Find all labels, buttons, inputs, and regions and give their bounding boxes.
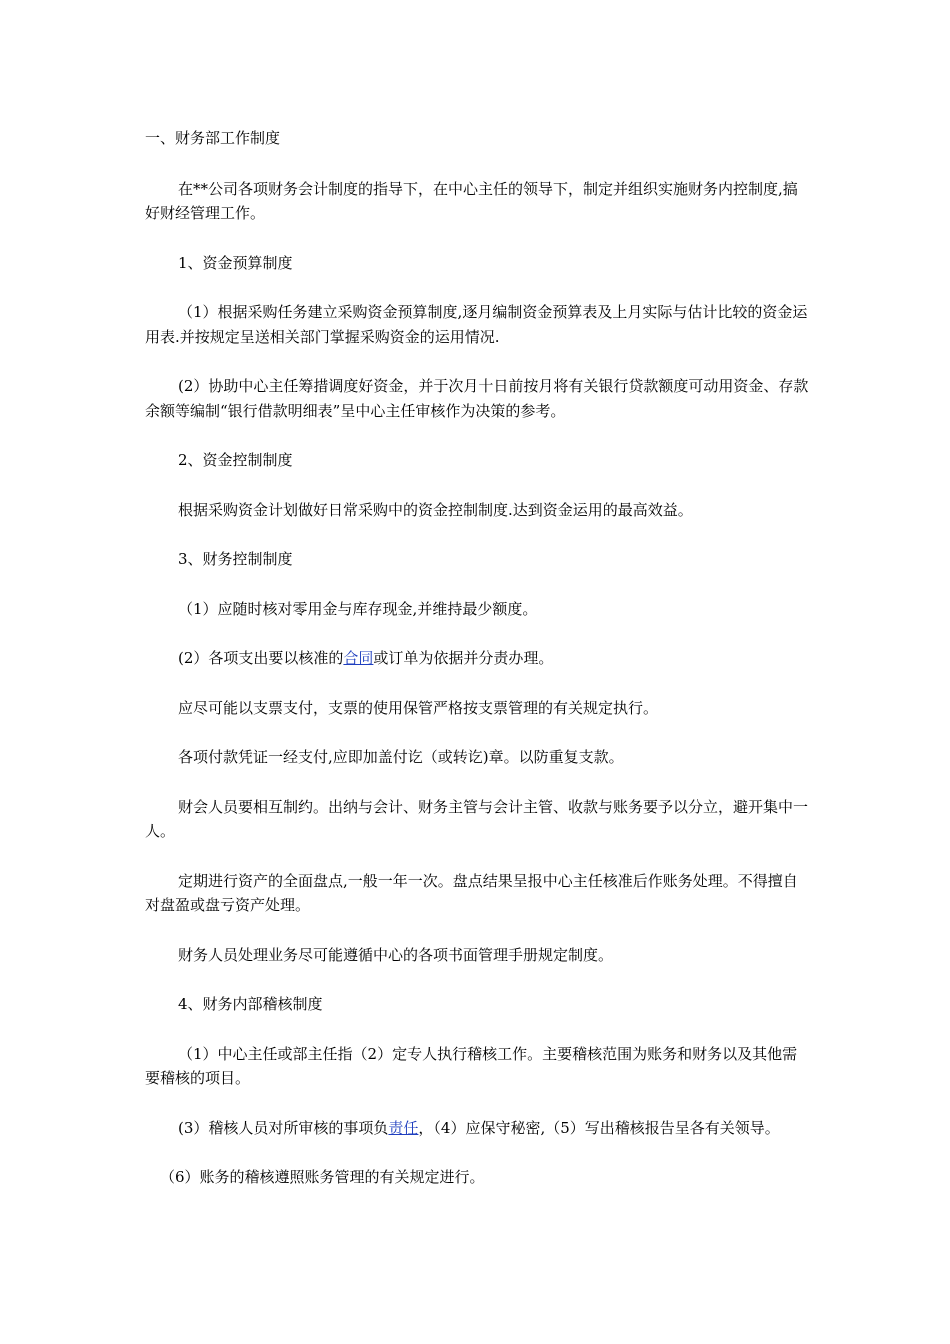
section-3-heading: 3、财务控制制度 <box>178 550 293 568</box>
section-1-heading: 1、资金预算制度 <box>178 253 293 272</box>
section-3-paragraph-4: 各项付款凭证一经支付,应即加盖付讫（或转讫)章。以防重复支款。 <box>178 748 624 766</box>
document-title: 一、财务部工作制度 <box>145 129 281 147</box>
document-body <box>145 126 809 1190</box>
section-3-item-1: （1）应随时核对零用金与库存现金,并维持最少额度。 <box>178 599 538 618</box>
contract-link[interactable]: 合同 <box>343 649 374 667</box>
section-3-item-2-text-b: 或订单为依据并分责办理。 <box>373 649 554 667</box>
responsibility-link[interactable]: 责任 <box>388 1118 419 1137</box>
section-3-item-2-text-a: (2）各项支出要以核准的 <box>178 649 344 667</box>
section-4-item-2-text-b: ，（4）应保守秘密,（5）写出稽核报告呈各有关领导。 <box>418 1118 780 1137</box>
section-3-paragraph-5: 财会人员要相互制约。出纳与会计、财务主管与会计主管、收款与账务要予以分立，避开集中一人。 <box>145 797 809 840</box>
section-1-item-1: （1）根据采购任务建立采购资金预算制度,逐月编制资金预算表及上月实际与估计比较的资金运用表.并按规定呈送相关部门掌握采购资金的运用情况. <box>145 303 808 346</box>
intro-paragraph: 在**公司各项财务会计制度的指导下，在中心主任的领导下，制定并组织实施财务内控制度,搞好财经管理工作。 <box>145 179 798 222</box>
section-4-item-3: （6）账务的稽核遵照账务管理的有关规定进行。 <box>160 1168 485 1186</box>
section-4-item-1: （1）中心主任或部主任指（2）定专人执行稽核工作。主要稽核范围为账务和财务以及其他需要稽核的项目。 <box>145 1044 798 1087</box>
section-4-item-2-text-a: (3）稽核人员对所审核的事项负 <box>178 1118 389 1137</box>
section-2-paragraph: 根据采购资金计划做好日常采购中的资金控制制度.达到资金运用的最高效益。 <box>178 500 693 519</box>
section-2-heading: 2、资金控制制度 <box>178 451 293 469</box>
section-3-paragraph-7: 财务人员处理业务尽可能遵循中心的各项书面管理手册规定制度。 <box>178 945 614 964</box>
section-4-heading: 4、财务内部稽核制度 <box>178 995 323 1013</box>
section-1-item-2: (2）协助中心主任筹措调度好资金，并于次月十日前按月将有关银行贷款额度可动用资金、存款余额等编制“银行借款明细表”呈中心主任审核作为决策的参考。 <box>145 377 809 420</box>
section-3-item-2 <box>145 646 809 671</box>
section-3-paragraph-6: 定期进行资产的全面盘点,一般一年一次。盘点结果呈报中心主任核准后作账务处理。不得擅自对盘盈或盘亏资产处理。 <box>145 871 798 914</box>
section-4-item-2 <box>145 1116 809 1141</box>
section-3-paragraph-3: 应尽可能以支票支付，支票的使用保管严格按支票管理的有关规定执行。 <box>178 698 659 717</box>
